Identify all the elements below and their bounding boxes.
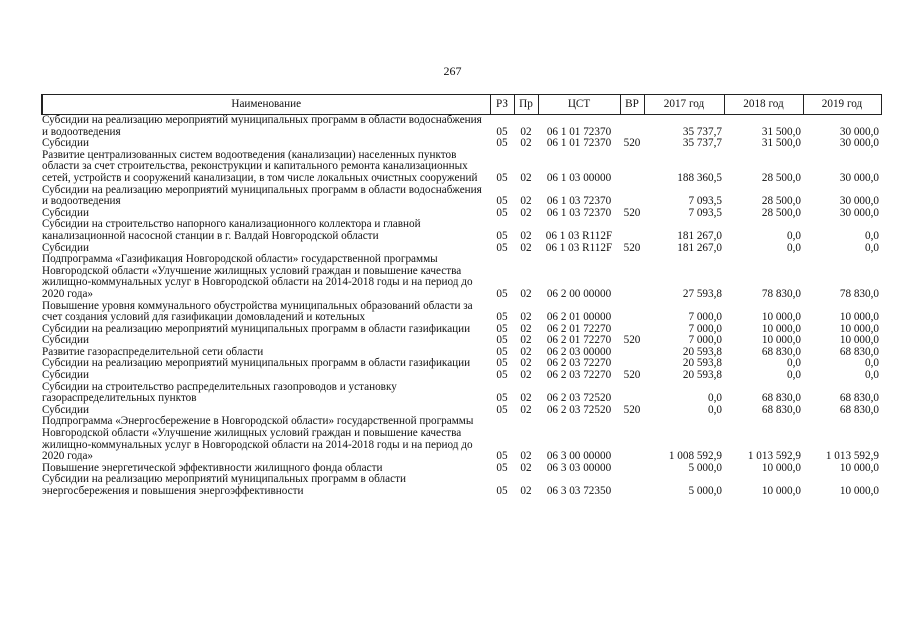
row-pr: 02 [520,311,532,324]
column-header-pr: Пр [514,95,538,115]
row-amount-2019: 30 000,0 [839,171,879,184]
row-cst: 06 1 01 72370 [546,137,612,150]
table-row [42,324,881,336]
row-rz: 05 [496,229,508,242]
row-cst: 06 1 03 72370 [546,206,612,219]
table-row [42,474,881,497]
row-amount-2018: 10 000,0 [761,334,801,347]
row-pr: 02 [520,345,532,358]
budget-table [41,94,882,498]
table-row [42,358,881,370]
row-cst: 06 2 03 72270 [546,357,612,370]
row-vr [620,416,644,462]
table-row [42,370,881,382]
table-row [42,301,881,324]
row-vr: 520 [623,334,641,347]
row-name: Субсидии [42,137,89,150]
table-row [42,115,881,139]
row-vr: 520 [623,137,641,150]
row-pr: 02 [520,450,532,463]
row-name: Субсидии на реализацию мероприятий муниципальных программ в области водоснабжения и водоотведения [42,114,482,138]
row-name: Субсидии [42,206,89,219]
row-vr: 520 [623,369,641,382]
row-pr: 02 [520,392,532,405]
row-cst: 06 1 03 R112F [545,241,613,254]
row-amount-2019: 10 000,0 [839,322,879,335]
table-row [42,219,881,242]
row-pr: 02 [520,461,532,474]
row-amount-2018: 68 830,0 [761,392,801,405]
row-pr: 02 [520,485,532,497]
row-cst: 06 3 03 00000 [546,461,612,474]
row-name: Подпрограмма «Энергосбережение в Новгородской области» государственной программы Новгородской области «Улучшение жилищных условий граждан и повышение качества жилищно-коммунальных услуг в Новгородской области на 2014-2018 годы и на период до 2020 года» [42,415,474,463]
table-row [42,254,881,300]
row-name: Субсидии на реализацию мероприятий муниципальных программ в области энергосбережения и повышения энергоэффективности [42,473,406,497]
row-amount-2017: 35 737,7 [682,137,722,150]
row-amount-2018: 0,0 [787,241,801,254]
row-rz: 05 [496,137,508,150]
row-amount-2019: 78 830,0 [839,287,879,300]
row-amount-2017: 5 000,0 [688,461,722,474]
row-name: Субсидии на реализацию мероприятий муниципальных программ в области газификации [42,357,471,370]
row-rz: 05 [496,206,508,219]
row-amount-2019: 68 830,0 [839,403,879,416]
row-name: Субсидии на реализацию мероприятий муниципальных программ в области водоснабжения и водоотведения [42,183,482,208]
row-pr: 02 [520,403,532,416]
row-amount-2017: 188 360,5 [677,171,722,184]
row-amount-2019: 1 013 592,9 [825,450,879,463]
row-rz: 05 [496,287,508,300]
row-vr [620,463,644,475]
row-amount-2017: 181 267,0 [677,241,722,254]
row-cst: 06 2 01 72270 [546,322,612,335]
row-amount-2018: 0,0 [787,369,801,382]
row-name: Повышение энергетической эффективности жилищного фонда области [42,461,383,474]
row-name: Субсидии [42,334,89,347]
row-amount-2019: 0,0 [865,369,879,382]
row-pr: 02 [520,241,532,254]
row-vr [620,347,644,359]
row-name: Субсидии [42,241,89,254]
row-amount-2019: 68 830,0 [839,392,879,405]
row-cst: 06 1 03 R112F [545,229,613,242]
column-header-vr: ВР [620,95,644,115]
row-name: Развитие централизованных систем водоотведения (канализации) населенных пунктов области за счет строительства, реконструкции и капитального ремонта канализационных сетей, устройств и сооружений канализации, в том числе локальных очистных сооружений [42,148,478,184]
row-pr: 02 [520,334,532,347]
row-pr: 02 [520,287,532,300]
row-amount-2018: 0,0 [787,357,801,370]
row-amount-2017: 20 593,8 [682,345,722,358]
row-vr [620,474,644,497]
row-name: Субсидии на реализацию мероприятий муниципальных программ в области газификации [42,322,471,335]
row-pr: 02 [520,369,532,382]
row-amount-2018: 1 013 592,9 [747,450,801,463]
row-name: Субсидии на строительство напорного канализационного коллектора и главной канализационной насосной станции в г. Валдай Новгородской области [42,218,421,242]
row-amount-2017: 7 000,0 [688,311,722,324]
row-amount-2017: 7 093,5 [688,206,722,219]
row-cst: 06 2 03 72520 [546,403,612,416]
row-amount-2017: 20 593,8 [682,369,722,382]
row-amount-2019: 30 000,0 [839,137,879,150]
row-amount-2018: 28 500,0 [761,171,801,184]
column-header-2017: 2017 год [644,95,724,115]
row-rz: 05 [496,171,508,184]
row-pr: 02 [520,229,532,242]
row-amount-2017: 7 000,0 [688,322,722,335]
row-rz: 05 [496,461,508,474]
row-amount-2018: 10 000,0 [761,485,801,497]
row-amount-2017: 7 093,5 [688,195,722,208]
row-amount-2019: 10 000,0 [839,311,879,324]
row-cst: 06 3 03 72350 [546,485,612,497]
row-name: Субсидии [42,369,89,382]
table-row [42,185,881,208]
row-cst: 06 2 00 00000 [546,287,612,300]
row-amount-2019: 0,0 [865,229,879,242]
row-amount-2018: 10 000,0 [761,322,801,335]
row-rz: 05 [496,345,508,358]
row-amount-2019: 10 000,0 [839,485,879,497]
row-vr [620,219,644,242]
row-amount-2017: 1 008 592,9 [668,450,722,463]
row-amount-2019: 30 000,0 [839,206,879,219]
row-rz: 05 [496,334,508,347]
row-cst: 06 1 03 00000 [546,171,612,184]
column-header-cst: ЦСТ [538,95,620,115]
row-cst: 06 2 03 00000 [546,345,612,358]
row-rz: 05 [496,369,508,382]
row-vr [620,301,644,324]
table-row [42,150,881,185]
row-cst: 06 1 03 72370 [546,195,612,208]
row-cst: 06 3 00 00000 [546,450,612,463]
column-header-2018: 2018 год [724,95,803,115]
row-amount-2018: 10 000,0 [761,461,801,474]
row-amount-2018: 10 000,0 [761,311,801,324]
row-vr [620,150,644,185]
row-amount-2017: 35 737,7 [682,125,722,138]
row-name: Субсидии [42,403,89,416]
row-pr: 02 [520,195,532,208]
row-pr: 02 [520,322,532,335]
row-pr: 02 [520,125,532,138]
table-row [42,416,881,462]
row-amount-2018: 68 830,0 [761,345,801,358]
row-amount-2019: 30 000,0 [839,125,879,138]
row-amount-2018: 68 830,0 [761,403,801,416]
column-header-name: Наименование [42,95,490,115]
row-rz: 05 [496,311,508,324]
row-amount-2018: 28 500,0 [761,195,801,208]
row-amount-2019: 0,0 [865,241,879,254]
row-amount-2019: 10 000,0 [839,334,879,347]
row-vr [620,382,644,405]
row-cst: 06 2 01 72270 [546,334,612,347]
row-vr [620,254,644,300]
row-amount-2017: 0,0 [708,392,722,405]
row-vr [620,115,644,139]
row-amount-2018: 31 500,0 [761,137,801,150]
row-rz: 05 [496,195,508,208]
row-amount-2019: 68 830,0 [839,345,879,358]
column-header-rz: РЗ [490,95,514,115]
row-vr: 520 [623,206,641,219]
row-amount-2018: 78 830,0 [761,287,801,300]
row-amount-2017: 0,0 [708,403,722,416]
row-amount-2019: 30 000,0 [839,195,879,208]
row-cst: 06 1 01 72370 [546,125,612,138]
row-pr: 02 [520,206,532,219]
row-amount-2017: 27 593,8 [682,287,722,300]
row-pr: 02 [520,137,532,150]
row-pr: 02 [520,171,532,184]
row-rz: 05 [496,485,508,497]
column-header-2019: 2019 год [803,95,881,115]
row-rz: 05 [496,392,508,405]
row-amount-2017: 5 000,0 [688,485,722,497]
row-rz: 05 [496,241,508,254]
row-vr [620,185,644,208]
row-amount-2017: 181 267,0 [677,229,722,242]
row-amount-2018: 31 500,0 [761,125,801,138]
table-header-row [42,95,881,115]
row-rz: 05 [496,357,508,370]
row-name: Подпрограмма «Газификация Новгородской области» государственной программы Новгородской области «Улучшение жилищных условий граждан и повышение качества жилищно-коммунальных услуг в Новгородской области на 2014-2018 годы и на период до 2020 года» [42,253,473,300]
row-amount-2018: 0,0 [787,229,801,242]
row-cst: 06 2 03 72270 [546,369,612,382]
row-name: Субсидии на строительство распределительных газопроводов и установку газораспределительных пунктов [42,380,397,405]
row-cst: 06 2 01 00000 [546,311,612,324]
row-cst: 06 2 03 72520 [546,392,612,405]
row-rz: 05 [496,403,508,416]
row-rz: 05 [496,450,508,463]
row-amount-2018: 28 500,0 [761,206,801,219]
row-amount-2017: 7 000,0 [688,334,722,347]
row-amount-2017: 20 593,8 [682,357,722,370]
table-row [42,382,881,405]
row-name: Повышение уровня коммунального обустройства муниципальных образований области за счет создания условий для газификации домовладений и котельных [42,299,473,324]
row-amount-2019: 10 000,0 [839,461,879,474]
row-name: Развитие газораспределительной сети области [42,345,264,358]
row-pr: 02 [520,357,532,370]
row-rz: 05 [496,125,508,138]
row-amount-2019: 0,0 [865,357,879,370]
row-vr: 520 [623,241,641,254]
page-number: 267 [443,64,462,78]
row-rz: 05 [496,322,508,335]
row-vr: 520 [623,403,641,416]
